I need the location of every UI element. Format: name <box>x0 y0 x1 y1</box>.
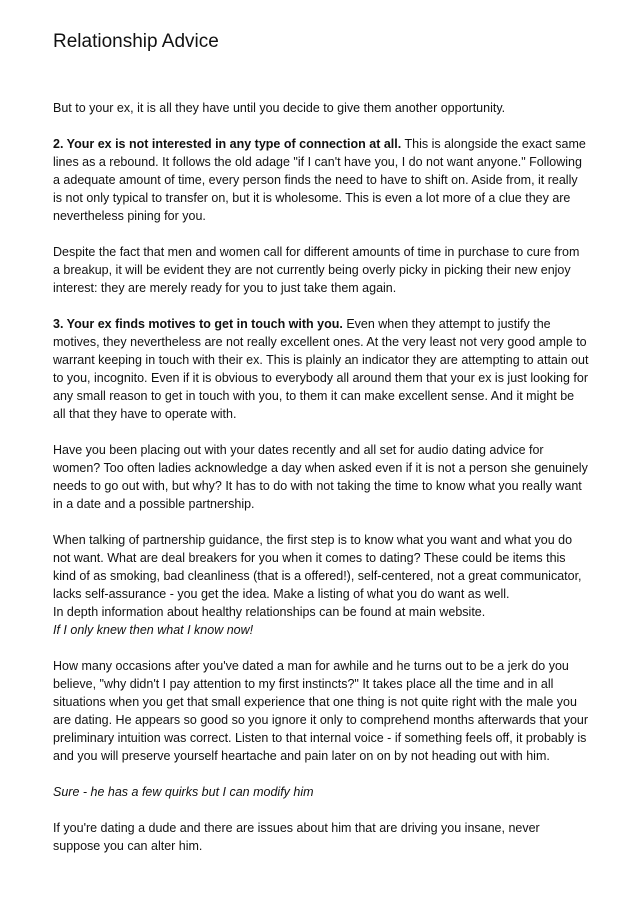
paragraph-text: Even when they attempt to justify the motives, they nevertheless are not really excellent ones. At the very least not very good ample to warrant keeping in touch with their ex. This is plainly an indicator they are attempting to attain out to you, incognito. Even if it is obvious to everybody all around them that your ex is just looking for any small reason to get in touch with you, to them it can make excellent sense. And it might be all that they have to operate with. <box>53 317 589 421</box>
paragraph: In depth information about healthy relationships can be found at main website. <box>53 605 486 619</box>
italic-subheading: Sure - he has a few quirks but I can modify him <box>53 785 314 799</box>
paragraph <box>53 315 589 423</box>
paragraph: But to your ex, it is all they have until you decide to give them another opportunity. <box>53 101 506 115</box>
paragraph <box>53 135 589 225</box>
section-heading: 3. Your ex finds motives to get in touch with you. <box>53 317 343 331</box>
italic-subheading: If I only knew then what I know now! <box>53 623 254 637</box>
paragraph: Despite the fact that men and women call for different amounts of time in purchase to cure from a breakup, it will be evident they are not currently being overly picky in picking their new enjoy interest: they are merely ready for you to just take them again. <box>53 245 580 295</box>
paragraph: When talking of partnership guidance, the first step is to know what you want and what you do not want. What are deal breakers for you when it comes to dating? These could be items this kind of as smoking, bad cleanliness (that is a offered!), self-centered, not a great communicator, lacks self-assurance - you get the idea. Make a listing of what you do want as well. <box>53 533 582 601</box>
paragraph: How many occasions after you've dated a man for awhile and he turns out to be a jerk do you believe, "why didn't I pay attention to my first instincts?" It takes place all the time and in all situations when you get that small experience that one thing is not quite right with the male you are dating. He appears so good so you ignore it only to comprehend months afterwards that your preliminary intuition was correct. Listen to that internal voice - if something feels off, it probably is and you will preserve yourself heartache and pain later on on by not heading out with him. <box>53 659 589 763</box>
paragraph: If you're dating a dude and there are issues about him that are driving you insane, never suppose you can alter him. <box>53 821 540 853</box>
page-title: Relationship Advice <box>53 31 219 52</box>
paragraph <box>53 783 589 801</box>
paragraph: Have you been placing out with your dates recently and all set for audio dating advice for women? Too often ladies acknowledge a day when asked even if it is not a person she genuinely needs to go out with, but why? It has to do with not taking the time to know what you really want in a date and a possible partnership. <box>53 443 588 511</box>
article-body <box>53 99 589 873</box>
paragraph <box>53 621 589 639</box>
paragraph-text: This is alongside the exact same lines as a rebound. It follows the old adage "if I can't have you, I do not want anyone." Following a adequate amount of time, every person finds the need to have to shift on. Aside from, it really is not only typical to transfer on, but it is wholesome. This is even a lot more of a clue they are nevertheless pining for you. <box>53 137 586 223</box>
section-heading: 2. Your ex is not interested in any type of connection at all. <box>53 137 402 151</box>
